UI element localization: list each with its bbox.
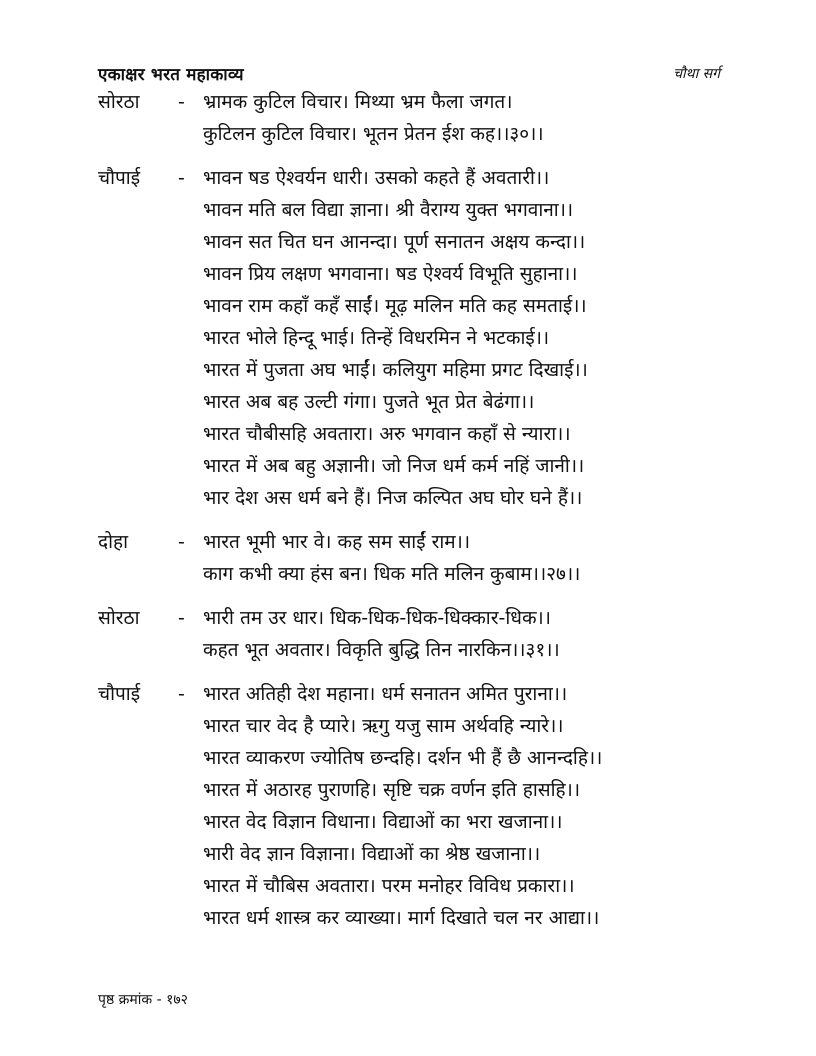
verse-line: भारत वेद विज्ञान विधाना। विद्याओं का भरा खजाना।।: [203, 811, 563, 833]
verse-line: भार देश अस धर्म बने हैं। निज कल्पित अघ घोर घने हैं।।: [203, 487, 583, 509]
verse-line: भावन प्रिय लक्षण भगवाना। षड ऐश्वर्य विभूति सुहाना।।: [203, 263, 578, 285]
stanza-label: सोरठा: [98, 91, 140, 113]
stanza-label: चौपाई: [98, 683, 141, 705]
verse-line: भावन राम कहाँ कहँ साईं। मूढ़ मलिन मति कह समताई।।: [203, 295, 587, 317]
verse-line: कहत भूत अवतार। विकृति बुद्धि तिन नारकिन।।३१।।: [203, 639, 560, 661]
verse-line: भारत धर्म शास्त्र कर व्याख्या। मार्ग दिखाते चल नर आद्या।।: [203, 907, 600, 929]
verse-line: भारत में पुजता अघ भाईं। कलियुग महिमा प्रगट दिखाई।।: [203, 359, 588, 381]
verse-line: भ्रामक कुटिल विचार। मिथ्या भ्रम फैला जगत।: [203, 91, 513, 113]
verse-line: कुटिलन कुटिल विचार। भूतन प्रेतन ईश कह।।३०।।: [203, 123, 544, 145]
verse-line: भारत चार वेद है प्यारे। ऋगु यजु साम अर्थवहि न्यारे।।: [203, 715, 564, 737]
verse-line: भावन षड ऐश्वर्यन धारी। उसको कहते हैं अवतारी।।: [203, 167, 550, 189]
verse-line: भारत अतिही देश महाना। धर्म सनातन अमित पुराना।।: [203, 683, 568, 705]
verse-line: भारत चौबीसहि अवतारा। अरु भगवान कहाँ से न्यारा।।: [203, 423, 571, 445]
stanza-dash: -: [178, 167, 185, 189]
stanza-sortha-1: [0, 86, 816, 150]
verse-line: भारत भोले हिन्दू भाई। तिन्हें विधरमिन ने भटकाई।।: [203, 327, 550, 349]
verse-line: भारत में अब बहु अज्ञानी। जो निज धर्म कर्म नहिं जानी।।: [203, 455, 585, 477]
verse-line: भारत व्याकरण ज्योतिष छन्दहि। दर्शन भी हैं छै आनन्दहि।।: [203, 747, 603, 769]
stanza-dash: -: [178, 607, 185, 629]
stanza-label: सोरठा: [98, 607, 140, 629]
verse-line: भारी तम उर धार। धिक-धिक-धिक-धिक्कार-धिक।।: [203, 607, 551, 629]
verse-line: भारत में चौबिस अवतारा। परम मनोहर विविध प्रकारा।।: [203, 875, 575, 897]
verse-line: भारी वेद ज्ञान विज्ञाना। विद्याओं का श्रेष्ठ खजाना।।: [203, 843, 541, 865]
stanza-sortha-2: [0, 602, 816, 666]
stanza-chaupai-2: [0, 678, 816, 934]
verse-content: [0, 86, 816, 946]
stanza-doha: [0, 526, 816, 590]
page-number: पृष्ठ क्रमांक - १७२: [98, 992, 188, 1008]
stanza-dash: -: [178, 683, 185, 705]
chapter-title: चौथा सर्ग: [673, 66, 720, 82]
verse-line: काग कभी क्या हंस बन। धिक मति मलिन कुबाम।।२७।।: [203, 563, 581, 585]
verse-line: भावन मति बल विद्या ज्ञाना। श्री वैराग्य युक्त भगवाना।।: [203, 199, 574, 221]
stanza-dash: -: [178, 531, 185, 553]
verse-line: भारत भूमी भार वे। कह सम साईं राम।।: [203, 531, 471, 553]
stanza-label: चौपाई: [98, 167, 141, 189]
book-title: एकाक्षर भरत महाकाव्य: [98, 65, 244, 85]
stanza-label: दोहा: [98, 531, 129, 553]
stanza-lines: [203, 602, 725, 666]
verse-line: भारत में अठारह पुराणहि। सृष्टि चक्र वर्णन इति हासहि।।: [203, 779, 581, 801]
stanza-lines: [203, 526, 725, 590]
stanza-lines: [203, 162, 725, 514]
verse-line: भारत अब बह उल्टी गंगा। पुजते भूत प्रेत बेढंगा।।: [203, 391, 535, 413]
stanza-lines: [203, 678, 725, 934]
verse-line: भावन सत चित घन आनन्दा। पूर्ण सनातन अक्षय कन्दा।।: [203, 231, 586, 253]
stanza-dash: -: [178, 91, 185, 113]
stanza-lines: [203, 86, 725, 150]
stanza-chaupai-1: [0, 162, 816, 514]
